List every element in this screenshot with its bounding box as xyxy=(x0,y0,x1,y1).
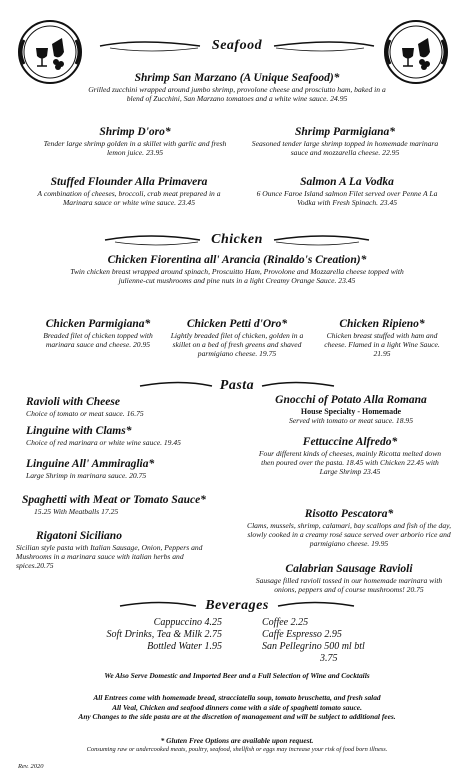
item-name: Shrimp D'oro* xyxy=(99,126,171,138)
menu-item xyxy=(170,318,304,358)
item-name: Chicken Ripieno* xyxy=(339,318,425,330)
item-name: Stuffed Flounder Alla Primavera xyxy=(50,176,208,188)
section-header-pasta xyxy=(0,376,474,396)
item-description: Sausage filled ravioli tossed in our homemade marinara with onions, peppers and of course mushrooms! 20.75 xyxy=(255,576,443,594)
item-description: Lightly breaded filet of chicken, golden in a skillet on a bed of fresh greens and shaved parmigiano cheese. 19.75 xyxy=(170,331,304,358)
item-description: Breaded filet of chicken topped with marinara sauce and cheese. 20.95 xyxy=(43,331,153,349)
item-name: Linguine with Clams* xyxy=(26,425,132,437)
gluten-note: * Gluten Free Options are available upon request. xyxy=(160,736,314,745)
menu-item xyxy=(28,318,168,349)
item-description: Tender large shrimp golden in a skillet with garlic and fresh lemon juice. 23.95 xyxy=(43,139,227,157)
item-description: Twin chicken breast wrapped around spinach, Proscuitto Ham, Provolone and Mozzarella cheese topped with julienne-cut mushrooms and pine nuts in a light Creamy Orange Sauce. 23.45 xyxy=(70,267,404,285)
entree-notes xyxy=(14,693,460,722)
section-title: Seafood xyxy=(211,38,263,53)
raw-food-warning: Consuming raw or undercooked meats, poultry, seafood, shellfish or eggs may increase your risk of food born illness. xyxy=(86,746,388,753)
menu-item xyxy=(252,176,442,207)
beverage-item: Bottled Water 1.95 xyxy=(147,641,222,652)
item-name: Chicken Parmigiana* xyxy=(45,318,151,330)
item-name: Shrimp Parmigiana* xyxy=(294,126,395,138)
item-description: Choice of red marinara or white wine sauce. 19.45 xyxy=(26,438,181,447)
item-description: Served with tomato or meat sauce. 18.95 xyxy=(288,416,413,425)
item-description: 6 Ounce Faroe Island salmon Filet served over Penne A La Vodka with Fresh Spinach. 23.45 xyxy=(256,189,438,207)
item-name: Gnocchi of Potato Alla Romana xyxy=(275,394,427,406)
menu-item xyxy=(40,126,230,157)
item-name: Chicken Petti d'Oro* xyxy=(186,318,288,330)
item-description: Clams, mussels, shrimp, calamari, bay scallops and fish of the day, slowly cooked in a creamy rosé sauce served over arborio rice and parmigiano cheese. 19.95 xyxy=(247,521,451,548)
menu-item xyxy=(26,458,236,480)
section-title: Chicken xyxy=(211,232,263,247)
section-header-chicken xyxy=(0,230,474,250)
menu-item xyxy=(22,494,242,516)
beverage-item: 3.75 xyxy=(320,653,338,664)
menu-item xyxy=(318,318,446,358)
wine-note: We Also Serve Domestic and Imported Beer and a Full Selection of Wine and Cocktails xyxy=(104,671,370,680)
menu-item xyxy=(244,563,454,594)
beverage-item: Coffee 2.25 xyxy=(262,617,309,628)
section-title: Beverages xyxy=(205,598,269,613)
menu-item xyxy=(24,176,234,207)
beverage-item: Cappuccino 4.25 xyxy=(153,617,222,628)
beverage-item: Caffe Espresso 2.95 xyxy=(262,629,342,640)
menu-item xyxy=(246,394,456,425)
entree-note: All Veal, Chicken and seafood dinners come with a side of spaghetti tomato sauce. xyxy=(112,702,362,712)
menu-item xyxy=(26,425,236,447)
item-name: Calabrian Sausage Ravioli xyxy=(285,563,413,575)
revision-label: Rev. 2020 xyxy=(18,763,44,770)
menu-item xyxy=(16,530,222,570)
beverage-list-left xyxy=(40,617,222,653)
item-description: Sicilian style pasta with Italian Sausage, Onion, Peppers and Mushrooms in a marinara sauce with italian herbs and spices.20.75 xyxy=(16,543,203,570)
item-description: A combination of cheeses, broccoli, crab meat prepared in a Marinara sauce or white wine sauce. 23.45 xyxy=(37,189,221,207)
item-description: Large Shrimp in marinara sauce. 20.75 xyxy=(26,471,147,480)
menu-item xyxy=(80,72,394,103)
item-description: Choice of tomato or meat sauce. 16.75 xyxy=(26,409,144,418)
section-title: Pasta xyxy=(219,378,255,393)
item-description: Grilled zucchini wrapped around jumbo shrimp, provolone cheese and prosciutto ham, baked in a blend of Zucchini, San Marzano tomatoes and a white wine sauce. 24.95 xyxy=(88,85,386,103)
item-name: Rigatoni Siciliano xyxy=(36,530,122,542)
item-name: Risotto Pescatora* xyxy=(304,508,394,520)
item-subtitle: House Specialty - Homemade xyxy=(300,407,402,416)
item-description: Chicken breast stuffed with ham and cheese. Flamed in a light Wine Sauce. 21.95 xyxy=(324,331,440,358)
menu-item xyxy=(252,436,448,476)
item-name: Spaghetti with Meat or Tomato Sauce* xyxy=(22,494,206,506)
menu-item xyxy=(26,396,236,418)
item-description: Seasoned tender large shrimp topped in homemade marinara sauce and mozzarella cheese. 22.95 xyxy=(251,139,439,157)
beverage-item: Soft Drinks, Tea & Milk 2.75 xyxy=(106,629,222,640)
item-name: Shrimp San Marzano (A Unique Seafood)* xyxy=(134,72,340,84)
menu-item xyxy=(244,508,454,548)
item-description: Four different kinds of cheeses, mainly Ricotta melted down then poured over the pasta. 18.45 with Chicken 22.45 with Large Shrimp 23.45 xyxy=(258,449,442,476)
item-name: Salmon A La Vodka xyxy=(300,176,394,188)
entree-note: Any Changes to the side pasta are at the discretion of management and will be subject to additional fees. xyxy=(78,712,396,721)
section-header-beverages xyxy=(0,596,474,616)
item-name: Fettuccine Alfredo* xyxy=(302,436,398,448)
entree-note: All Entrees come with homemade bread, stracciatella soup, tomato bruschetta, and fresh salad xyxy=(93,693,381,702)
item-description: 15.25 With Meatballs 17.25 xyxy=(34,507,119,516)
item-name: Ravioli with Cheese xyxy=(26,396,120,408)
beverage-list-right xyxy=(262,617,442,665)
beverage-item: San Pellegrino 500 ml btl xyxy=(262,641,365,652)
menu-item xyxy=(70,254,404,285)
section-header-seafood xyxy=(0,36,474,56)
item-name: Chicken Fiorentina all' Arancia (Rinaldo's Creation)* xyxy=(107,254,367,266)
item-name: Linguine All' Ammiraglia* xyxy=(26,458,155,470)
menu-item xyxy=(250,126,440,157)
